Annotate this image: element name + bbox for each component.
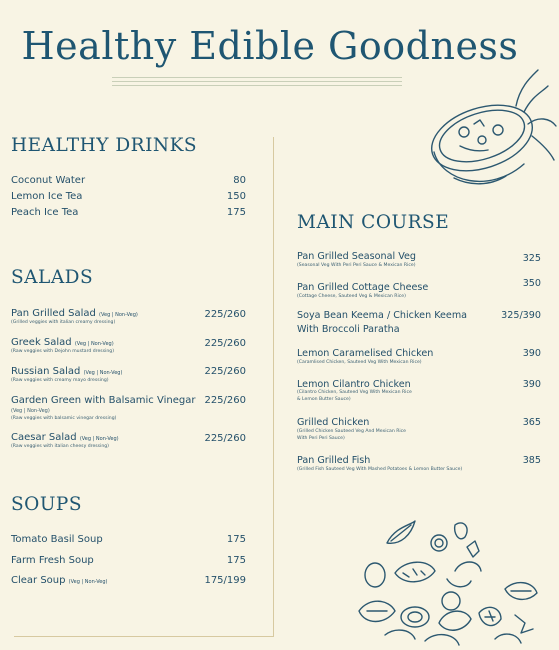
menu-item-price: 365: [522, 417, 541, 428]
menu-item-name: Pan Grilled Cottage Cheese: [297, 282, 429, 293]
menu-item-price: 225/260: [204, 309, 246, 320]
menu-item-name: Tomato Basil Soup: [11, 534, 103, 545]
diet-tag: (Veg | Non-Veg): [83, 370, 123, 376]
menu-item-description: (Grilled Fish Sauteed Veg With Mashed Potatoes & Lemon Butter Sauce): [297, 467, 463, 472]
soup-bowl-icon: [420, 66, 559, 200]
menu-item-description: (Grilled Chicken Sauteed Veg And Mexican Rice: [297, 429, 407, 434]
menu-item-price: 80: [233, 175, 246, 186]
menu-item-description: (Cottage Cheese, Sauteed Veg & Mexican Rice): [297, 294, 406, 299]
menu-item-price: 225/260: [204, 395, 246, 406]
menu-item-price: 175: [226, 207, 246, 218]
diet-tag: (Veg | Non-Veg): [74, 341, 114, 347]
diet-tag: (Veg | Non-Veg): [11, 408, 50, 414]
menu-item-name: Greek Salad (Veg | Non-Veg): [11, 337, 114, 348]
soups-section-title: SOUPS: [11, 494, 83, 515]
menu-item-name: Russian Salad (Veg | Non-Veg): [11, 366, 123, 377]
menu-item-name: Coconut Water: [11, 175, 86, 186]
menu-item-description: (Grilled veggies with italian creamy dressing): [11, 320, 116, 325]
menu-item-name: Lemon Cilantro Chicken: [297, 379, 411, 390]
menu-item-price: 390: [522, 348, 541, 359]
menu-item-name: Clear Soup (Veg | Non-Veg): [11, 575, 108, 586]
menu-item-price: 350: [522, 278, 541, 289]
drinks-section-title: HEALTHY DRINKS: [11, 135, 198, 156]
menu-item-name: Caesar Salad (Veg | Non-Veg): [11, 432, 119, 443]
menu-item-description: (Raw veggies with creamy mayo dressing): [11, 378, 109, 383]
menu-item-name: Pan Grilled Seasonal Veg: [297, 251, 417, 262]
menu-item-description: (Cilantro Chicken, Sauteed Veg With Mexican Rice: [297, 390, 412, 395]
menu-item-price: 150: [226, 191, 246, 202]
menu-item-price: 390: [522, 379, 541, 390]
title-underline-bottom: [112, 85, 402, 86]
menu-item-name: Peach Ice Tea: [11, 207, 79, 218]
menu-item-price: 385: [522, 455, 541, 466]
menu-item-description-line2: & Lemon Butter Sauce): [297, 397, 351, 402]
title-underline-middle: [112, 81, 402, 82]
menu-item-price: 325: [522, 253, 541, 264]
menu-item-name: Lemon Ice Tea: [11, 191, 83, 202]
diet-tag: (Veg | Non-Veg): [68, 579, 108, 585]
menu-item-description: (Raw veggies with italian cheesy dressing): [11, 444, 109, 449]
menu-item-description: (Seasonal Veg With Peri Peri Sauce & Mexican Rice): [297, 263, 416, 268]
menu-item-name: Garden Green with Balsamic Vinegar: [11, 395, 196, 406]
main-course-section-title: MAIN COURSE: [297, 212, 450, 233]
title-underline-top: [112, 77, 402, 78]
menu-item-price: 225/260: [204, 433, 246, 444]
left-bottom-rule: [14, 636, 273, 637]
menu-item-name: Soya Bean Keema / Chicken Keema: [297, 310, 468, 321]
menu-item-price: 325/390: [501, 310, 541, 321]
diet-tag: (Veg | Non-Veg): [79, 436, 119, 442]
page-title: Healthy Edible Goodness: [21, 24, 519, 68]
menu-item-name: Pan Grilled Fish: [297, 455, 371, 466]
menu-item-name-line2: With Broccoli Paratha: [297, 324, 400, 335]
vegetables-icon: [355, 515, 559, 650]
menu-item-name: Lemon Caramelised Chicken: [297, 348, 434, 359]
menu-item-price: 175/199: [204, 575, 246, 586]
menu-item-description: (Raw veggies with balsamic vinegar dressing): [11, 416, 117, 421]
diet-tag: (Veg | Non-Veg): [99, 312, 138, 318]
column-divider: [273, 137, 274, 637]
menu-item-price: 175: [226, 555, 246, 566]
menu-item-description-line2: With Peri Peri Sauce): [297, 436, 345, 441]
menu-item-description: (Caramlised Chicken, Sauteed Veg With Mexican Rice): [297, 360, 422, 365]
menu-item-price: 225/260: [204, 366, 246, 377]
menu-item-price: 225/260: [204, 338, 246, 349]
menu-item-price: 175: [226, 534, 246, 545]
menu-item-description: (Raw veggies with Dejohn mustard dressing): [11, 349, 114, 354]
menu-item-name: Pan Grilled Salad (Veg | Non-Veg): [11, 308, 138, 319]
menu-item-name: Farm Fresh Soup: [11, 555, 94, 566]
menu-item-name: Grilled Chicken: [297, 417, 370, 428]
salads-section-title: SALADS: [11, 267, 94, 288]
